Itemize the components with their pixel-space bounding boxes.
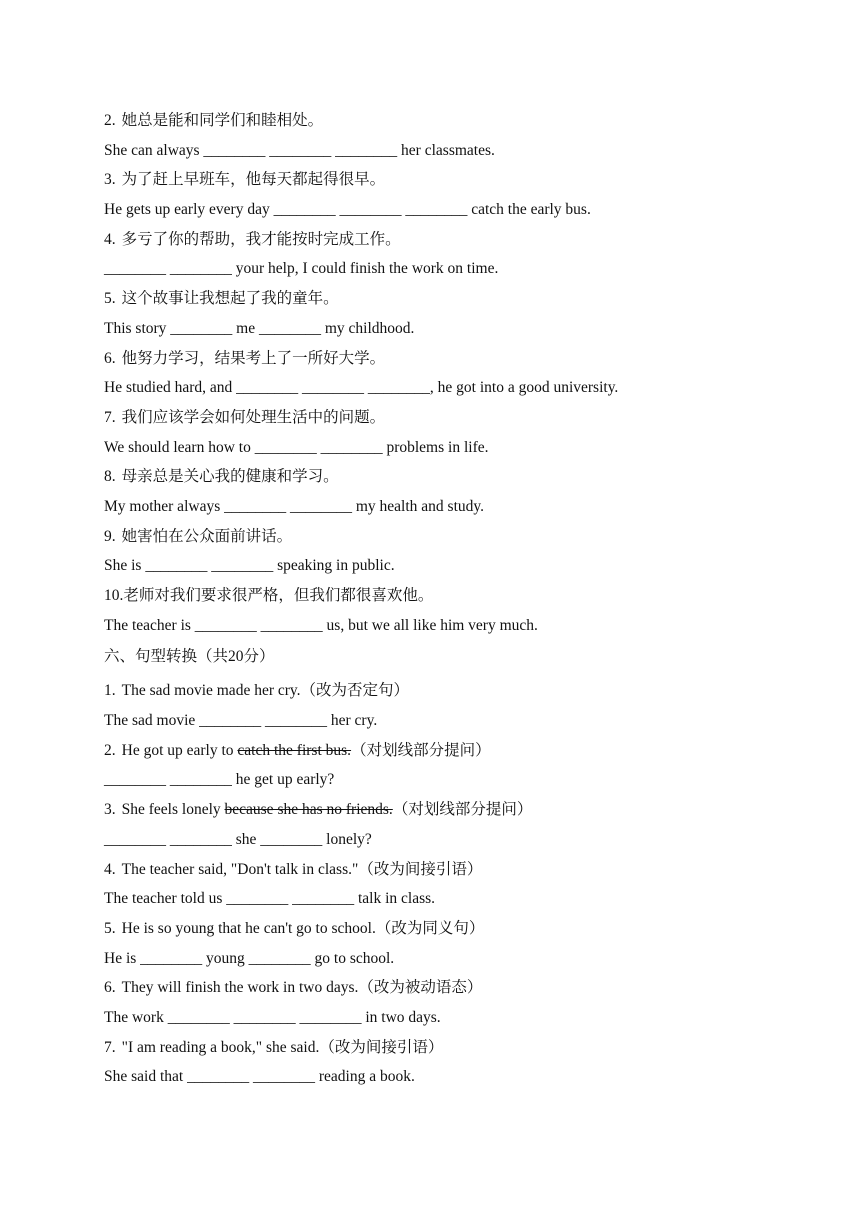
source-sentence: The sad movie made her cry. [121,682,301,700]
question-7-prompt [104,403,824,433]
transform-question-7 [104,1033,824,1063]
section-heading-text: 六、句型转换（共 [104,647,229,666]
instruction: （改为间接引语） [358,859,483,878]
question-3-answer-line: He gets up early every day ________ ________ ________ catch the early bus. [104,201,591,219]
transform-answer-4: The teacher told us ________ ________ talk in class. [104,890,436,908]
transform-answer-3: ________ ________ she ________ lonely? [104,830,372,848]
chinese-prompt: 我们应该学会如何处理生活中的问题。 [121,407,386,426]
question-number: 5. [104,919,116,937]
source-sentence: The teacher said, "Don't talk in class." [121,860,359,878]
instruction: （改为同义句） [375,918,485,937]
question-8-answer-line: My mother always ________ ________ my health and study. [104,497,484,515]
transform-question-4 [104,855,824,885]
chinese-prompt: 她总是能和同学们和睦相处。 [121,111,324,129]
question-number: 5. [104,290,116,308]
question-number: 2. [104,112,116,129]
source-sentence: He is so young that he can't go to school. [121,919,376,937]
question-4-prompt [104,225,824,255]
chinese-prompt: 多亏了你的帮助，我才能按时完成工作。 [121,229,401,248]
chinese-prompt: 为了赶上早班车，他每天都起得很早。 [121,170,386,189]
question-9-answer-line: She is ________ ________ speaking in public. [104,557,395,575]
question-10-prompt [104,581,824,611]
question-8-prompt [104,462,824,492]
source-sentence: She feels lonely [121,801,225,819]
question-2-prompt [104,106,824,136]
struck-phrase: catch the first bus. [237,741,352,759]
question-number: 6. [104,979,116,997]
question-number: 3. [104,171,116,189]
question-5-answer-line: This story ________ me ________ my childhood. [104,319,415,337]
question-number: 2. [104,741,116,759]
question-number: 4. [104,860,116,878]
instruction: （改为被动语态） [358,978,483,997]
question-9-prompt [104,522,824,552]
question-number: 7. [104,408,116,426]
source-sentence: "I am reading a book," she said. [121,1038,320,1056]
question-number: 10. [104,587,124,604]
transform-question-2 [104,736,824,766]
question-number: 1. [104,682,116,700]
question-2-answer-line: She can always ________ ________ ________ her classmates. [104,141,495,159]
instruction: （对划线部分提问） [392,800,533,819]
transform-question-5 [104,914,824,944]
source-sentence: They will finish the work in two days. [121,979,359,997]
question-10-answer-line: The teacher is ________ ________ us, but we all like him very much. [104,616,538,634]
chinese-prompt: 她害怕在公众面前讲话。 [121,526,293,545]
question-6-answer-line: He studied hard, and ________ ________ ________, he got into a good university. [104,379,619,397]
question-7-answer-line: We should learn how to ________ ________ problems in life. [104,438,489,456]
chinese-prompt: 这个故事让我想起了我的童年。 [121,289,339,308]
instruction: （对划线部分提问） [351,740,491,759]
instruction: （改为间接引语） [319,1037,444,1056]
transform-answer-1: The sad movie ________ ________ her cry. [104,712,378,730]
source-sentence: He got up early to [121,741,238,759]
question-number: 9. [104,527,116,545]
transform-answer-7: She said that ________ ________ reading a book. [104,1068,415,1086]
question-4-answer-line: ________ ________ your help, I could finish the work on time. [104,260,499,278]
transform-answer-6: The work ________ ________ ________ in two days. [104,1008,441,1026]
chinese-prompt: 母亲总是关心我的健康和学习。 [121,467,339,486]
worksheet-page [104,106,824,1092]
instruction: （改为否定句） [300,681,410,700]
transform-answer-5: He is ________ young ________ go to school. [104,949,395,967]
transform-question-1 [104,676,824,706]
question-number: 4. [104,230,116,248]
section-heading-sentence-transformation [104,640,824,676]
question-6-prompt [104,344,824,374]
question-number: 6. [104,349,116,367]
section-score: 20 [228,648,244,666]
struck-phrase: because she has no friends. [224,801,393,819]
question-3-prompt [104,165,824,195]
question-5-prompt [104,284,824,314]
chinese-prompt: 老师对我们要求很严格，但我们都很喜欢他。 [123,586,434,604]
question-number: 7. [104,1038,116,1056]
question-number: 3. [104,801,116,819]
question-number: 8. [104,468,116,486]
transform-question-3 [104,795,824,825]
transform-answer-2: ________ ________ he get up early? [104,771,335,789]
transform-question-6 [104,973,824,1003]
section-heading-suffix: 分） [243,647,275,666]
chinese-prompt: 他努力学习，结果考上了一所好大学。 [121,348,386,367]
